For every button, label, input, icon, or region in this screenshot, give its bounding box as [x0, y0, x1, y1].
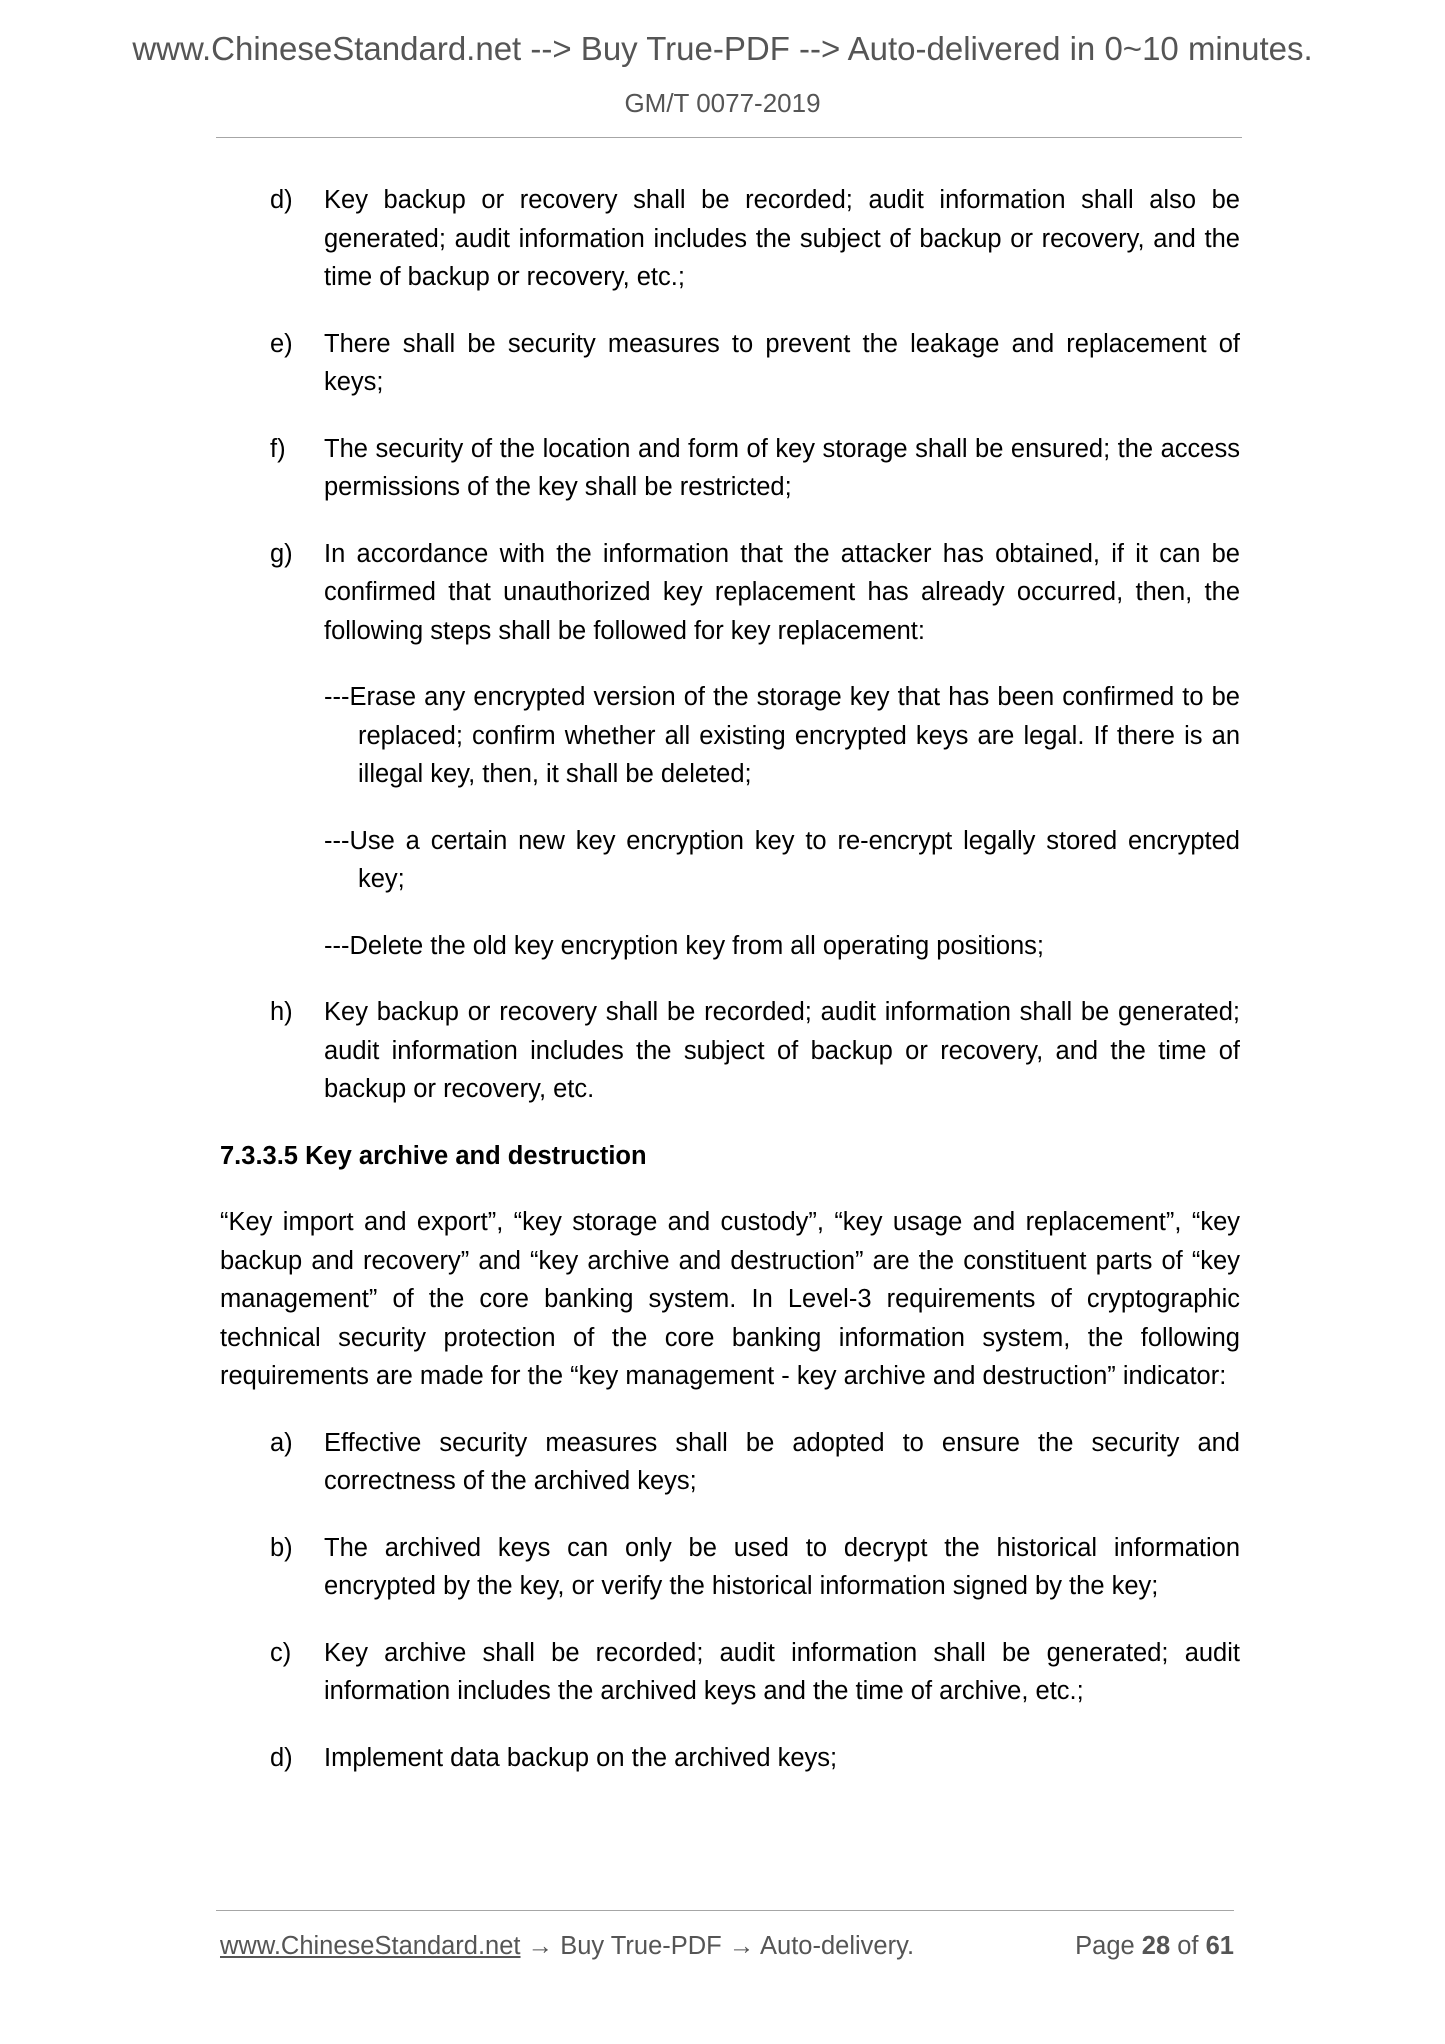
- header-banner: www.ChineseStandard.net --> Buy True-PDF --> Auto-delivered in 0~10 minutes.: [132, 30, 1313, 67]
- list-item-text: In accordance with the information that the attacker has obtained, if it can be confirmed that unauthorized key replacement has already occurred, then, the following steps shall be followed for key replacement:: [324, 539, 1240, 645]
- list-marker: b): [270, 1533, 293, 1562]
- page-label: Page: [1075, 1932, 1135, 1960]
- list-item-text: Implement data backup on the archived keys;: [324, 1743, 838, 1772]
- page-indicator: [1075, 1932, 1234, 1961]
- list-item-h: [220, 993, 1240, 1109]
- list-marker: f): [270, 434, 286, 463]
- list-item-text: There shall be security measures to prevent the leakage and replacement of keys;: [324, 329, 1240, 396]
- list-marker: g): [270, 539, 293, 568]
- list-marker: d): [270, 186, 293, 214]
- list-item-d2: [220, 1739, 1240, 1778]
- footer-divider: [216, 1910, 1234, 1911]
- arrow-icon: →: [728, 1932, 755, 1960]
- standard-code: GM/T 0077-2019: [624, 88, 821, 118]
- page-number: 28: [1141, 1932, 1171, 1960]
- list-item-e: [220, 325, 1240, 402]
- list-marker: h): [270, 998, 293, 1026]
- arrow-icon: →: [527, 1932, 554, 1960]
- list-marker: e): [270, 329, 293, 358]
- header-divider: [216, 137, 1242, 138]
- list-item-text: Key archive shall be recorded; audit information shall be generated; audit information includes the archived keys and the time of archive, etc.;: [324, 1638, 1240, 1705]
- list-item-f: [220, 430, 1240, 507]
- list-marker: c): [270, 1638, 292, 1667]
- list-item-g: [220, 535, 1240, 651]
- delivery-text: Auto-delivery.: [760, 1932, 915, 1960]
- dash-item-erase: ---Erase any encrypted version of the storage key that has been confirmed to be replaced; confirm whether all existing encrypted keys are legal. If there is an illegal key, then, it shall be deleted;: [324, 683, 1240, 788]
- list-item-a: [220, 1424, 1240, 1501]
- list-marker: d): [270, 1743, 293, 1772]
- intro-paragraph: “Key import and export”, “key storage and custody”, “key usage and replacement”, “key backup and recovery” and “key archive and destruction” are the constituent parts of “key management” of the core banking system. In Level-3 requirements of cryptographic technical security protection of the core banking information system, the following requirements are made for the “key management - key archive and destruction” indicator:: [220, 1208, 1240, 1390]
- dash-item-delete: ---Delete the old key encryption key from all operating positions;: [324, 931, 1045, 960]
- list-item-c: [220, 1634, 1240, 1711]
- list-item-d: [220, 181, 1240, 297]
- of-label: of: [1177, 1932, 1199, 1960]
- list-marker: a): [270, 1428, 293, 1457]
- dash-item-reencrypt: ---Use a certain new key encryption key to re-encrypt legally stored encrypted key;: [324, 826, 1240, 893]
- document-body: [220, 181, 1240, 1805]
- list-item-text: Key backup or recovery shall be recorded; audit information shall also be generated; audit information includes the subject of backup or recovery, and the time of backup or recovery, etc.;: [324, 186, 1240, 291]
- footer-links: [220, 1932, 914, 1961]
- buy-text: Buy True-PDF: [560, 1932, 722, 1960]
- list-item-text: Key backup or recovery shall be recorded; audit information shall be generated; audit information includes the subject of backup or recovery, and the time of backup or recovery, etc.: [324, 998, 1240, 1103]
- section-heading: 7.3.3.5 Key archive and destruction: [220, 1141, 647, 1170]
- list-item-text: The archived keys can only be used to decrypt the historical information encrypted by the key, or verify the historical information signed by the key;: [324, 1533, 1240, 1600]
- list-item-text: Effective security measures shall be adopted to ensure the security and correctness of the archived keys;: [324, 1428, 1240, 1495]
- total-pages: 61: [1205, 1932, 1234, 1960]
- list-item-b: [220, 1529, 1240, 1606]
- site-link[interactable]: www.ChineseStandard.net: [220, 1932, 521, 1960]
- list-item-text: The security of the location and form of key storage shall be ensured; the access permissions of the key shall be restricted;: [324, 434, 1240, 501]
